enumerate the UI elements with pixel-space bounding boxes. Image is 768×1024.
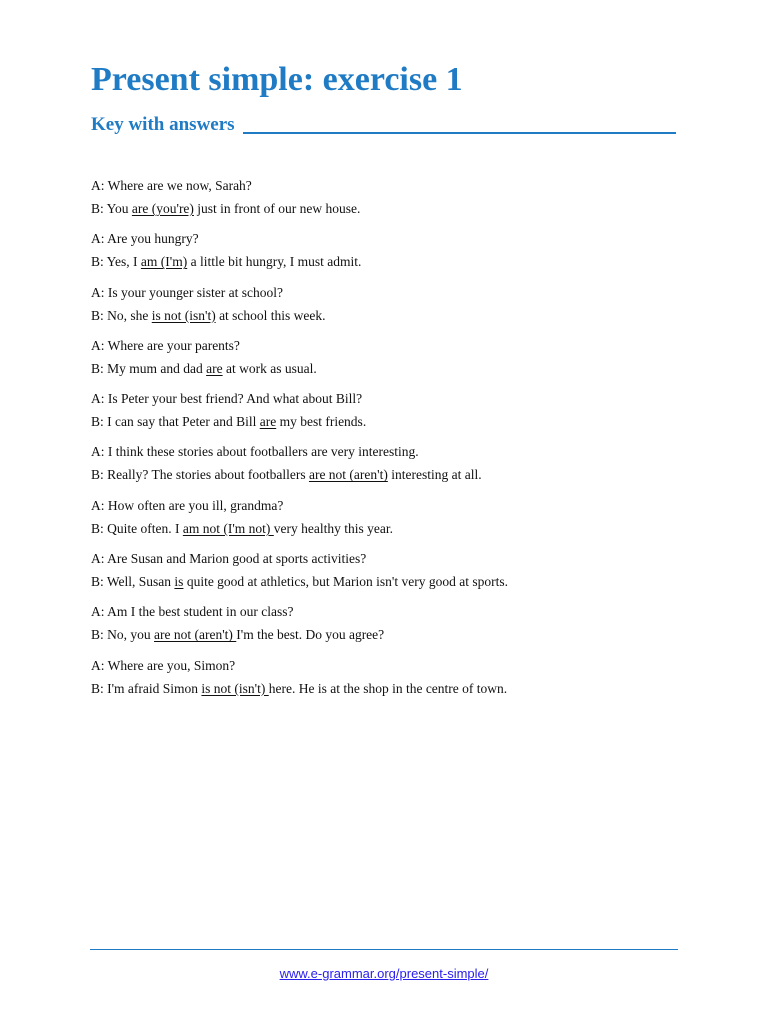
answer-key: am not (I'm not) xyxy=(182,520,274,536)
dialogue-2 xyxy=(91,227,691,280)
answer-line xyxy=(91,197,691,220)
dialogue-10 xyxy=(91,654,691,707)
dialogue-4 xyxy=(91,334,691,387)
answer-line xyxy=(91,570,691,593)
dialogue-5 xyxy=(91,387,691,440)
answer-line xyxy=(91,623,691,646)
question-line: A: Are you hungry? xyxy=(91,231,199,247)
footer-divider xyxy=(90,949,678,950)
answer-prefix: B: Yes, I xyxy=(91,254,141,270)
answer-suffix: interesting at all. xyxy=(387,467,482,483)
answer-suffix: a little bit hungry, I must admit. xyxy=(187,254,362,270)
page-subtitle xyxy=(91,113,676,137)
dialogue-3 xyxy=(91,281,691,334)
dialogue-7 xyxy=(91,494,691,547)
question-line: A: Am I the best student in our class? xyxy=(91,604,294,620)
answer-key: are (you're) xyxy=(131,201,194,216)
question-line: A: I think these stories about footballers are very interesting. xyxy=(91,444,419,460)
question-line: A: Where are you, Simon? xyxy=(91,657,236,673)
answer-prefix: B: You xyxy=(91,201,132,216)
answer-suffix: very healthy this year. xyxy=(273,520,393,536)
page-title: Present simple: exercise 1 xyxy=(91,61,463,98)
subtitle-rule xyxy=(243,132,676,134)
question-line: A: Is your younger sister at school? xyxy=(91,284,283,300)
answer-key: are not (aren't) xyxy=(154,627,237,643)
answer-key: is xyxy=(174,574,184,590)
answer-suffix: here. He is at the shop in the centre of town. xyxy=(268,680,508,696)
dialogue-6 xyxy=(91,440,691,493)
question-line: A: Where are your parents? xyxy=(91,337,240,353)
answer-key: are not (aren't) xyxy=(308,467,388,483)
question-line: A: Is Peter your best friend? And what about Bill? xyxy=(91,391,363,407)
answer-suffix: quite good at athletics, but Marion isn't very good at sports. xyxy=(183,574,508,590)
answer-prefix: B: I can say that Peter and Bill xyxy=(91,414,260,430)
answer-prefix: B: Quite often. I xyxy=(91,520,183,536)
answer-suffix: at school this week. xyxy=(215,307,326,323)
answer-key: is not (isn't) xyxy=(201,680,269,696)
answer-suffix: I'm the best. Do you agree? xyxy=(236,627,385,643)
question-line: A: Are Susan and Marion good at sports activities? xyxy=(91,551,367,567)
answer-key: am (I'm) xyxy=(140,254,188,270)
answer-suffix: my best friends. xyxy=(276,414,367,430)
answer-key: are xyxy=(206,360,223,376)
dialogue-1 xyxy=(91,174,691,227)
answer-suffix: at work as usual. xyxy=(222,360,317,376)
answer-line xyxy=(91,517,691,540)
answer-suffix: just in front of our new house. xyxy=(193,201,361,216)
answer-line xyxy=(91,250,691,273)
answer-prefix: B: I'm afraid Simon xyxy=(91,680,202,696)
answer-prefix: B: Well, Susan xyxy=(91,574,175,590)
answer-line xyxy=(91,410,691,433)
subtitle-text: Key with answers xyxy=(91,114,235,135)
answer-prefix: B: My mum and dad xyxy=(91,360,207,376)
answer-key: is not (isn't) xyxy=(151,307,216,323)
answer-prefix: B: Really? The stories about footballers xyxy=(91,467,309,483)
footer-link[interactable]: www.e-grammar.org/present-simple/ xyxy=(279,966,489,981)
answer-line xyxy=(91,357,691,380)
answer-prefix: B: No, she xyxy=(91,307,152,323)
dialogue-list xyxy=(91,174,691,707)
answer-line xyxy=(91,463,691,486)
dialogue-8 xyxy=(91,547,691,600)
question-line: A: Where are we now, Sarah? xyxy=(91,178,252,193)
question-line: A: How often are you ill, grandma? xyxy=(91,497,284,513)
answer-line xyxy=(91,304,691,327)
answer-key: are xyxy=(259,414,277,430)
answer-prefix: B: No, you xyxy=(91,627,155,643)
answer-line xyxy=(91,677,691,700)
dialogue-9 xyxy=(91,600,691,653)
